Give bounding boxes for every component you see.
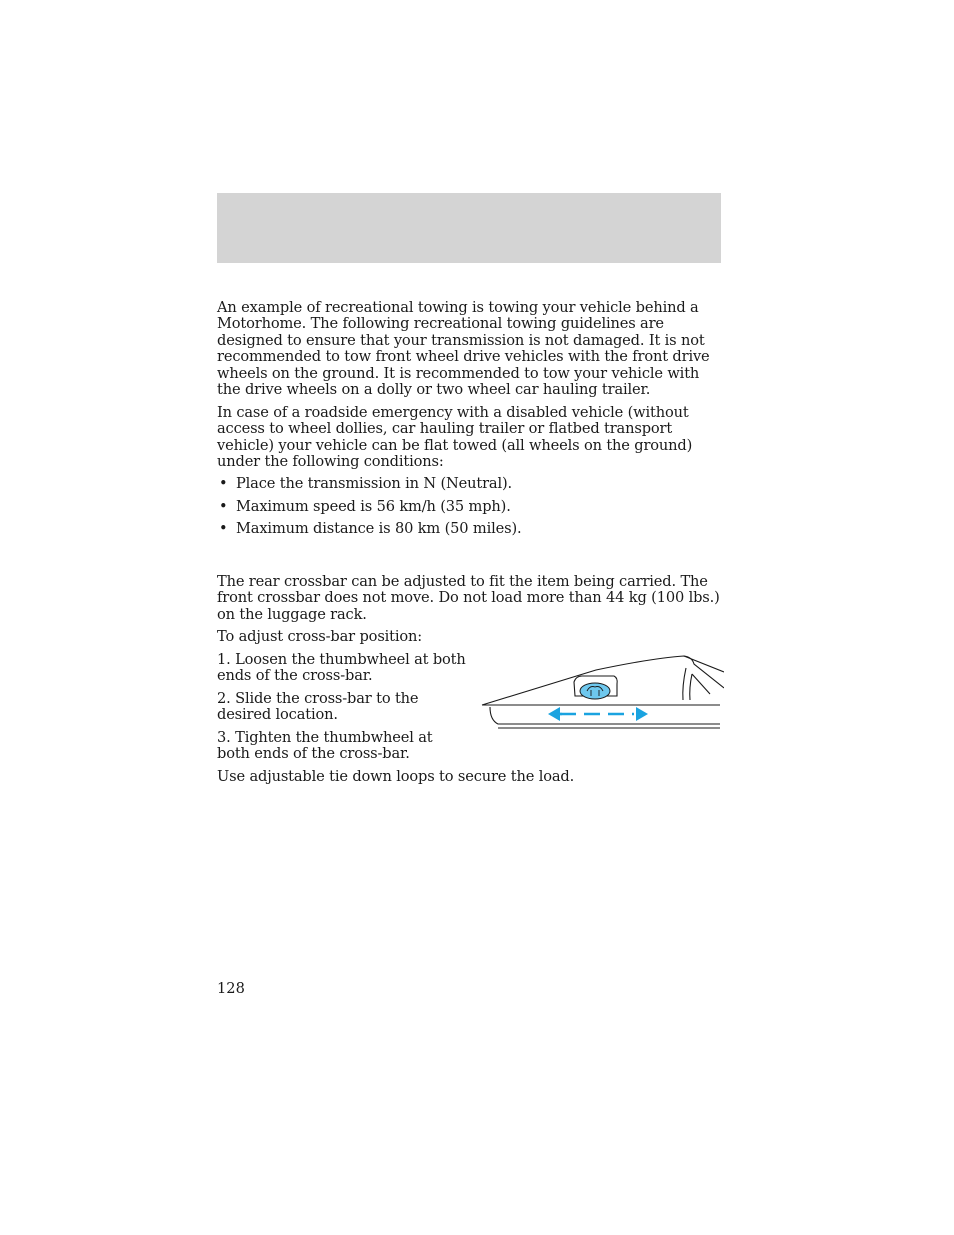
list-item-text: Maximum distance is 80 km (50 miles). (236, 520, 522, 537)
thumbwheel-icon (580, 683, 610, 699)
section-header-band (217, 193, 721, 263)
crossbar-illustration (478, 650, 724, 730)
list-item (217, 499, 721, 515)
list-item (217, 521, 721, 537)
window-edge (692, 674, 710, 694)
rack-step-1: 1. Loosen the thumbwheel at both ends of the cross-bar. (217, 651, 466, 685)
window-pillar (683, 668, 686, 700)
page-number: 128 (217, 980, 245, 997)
list-item (217, 476, 721, 492)
towing-paragraph-2: In case of a roadside emergency with a disabled vehicle (without access to wheel dollies, car hauling trailer or flatbed transport vehicle) your vehicle can be flat towed (all wheels on the ground) under the following conditions: (217, 404, 693, 471)
list-item-text: Maximum speed is 56 km/h (35 mph). (236, 498, 511, 515)
rack-step-2: 2. Slide the cross-bar to the desired location. (217, 690, 419, 724)
slide-direction-arrow-icon (548, 707, 648, 721)
rack-step-3: 3. Tighten the thumbwheel at both ends of the cross-bar. (217, 729, 433, 763)
rack-intro: To adjust cross-bar position: (217, 628, 423, 645)
bullet-glyph: • (219, 520, 228, 537)
bullet-glyph: • (219, 498, 228, 515)
rack-closing: Use adjustable tie down loops to secure the load. (217, 768, 575, 785)
window-pillar-inner (690, 674, 692, 700)
roof-line (684, 656, 724, 672)
bullet-glyph: • (219, 475, 228, 492)
towing-paragraph-1: An example of recreational towing is towing your vehicle behind a Motorhome. The following recreational towing guidelines are designed to ensure that your transmission is not damaged. It is not recommended to tow front wheel drive vehicles with the front drive wheels on the ground. It is recommended to tow your vehicle with the drive wheels on a dolly or two wheel car hauling trailer. (217, 299, 710, 399)
list-item-text: Place the transmission in N (Neutral). (236, 475, 513, 492)
rack-paragraph-1: The rear crossbar can be adjusted to fit the item being carried. The front crossbar does not move. Do not load more than 44 kg (100 lbs.) on the luggage rack. (217, 573, 720, 623)
crossbar-front (490, 707, 720, 724)
